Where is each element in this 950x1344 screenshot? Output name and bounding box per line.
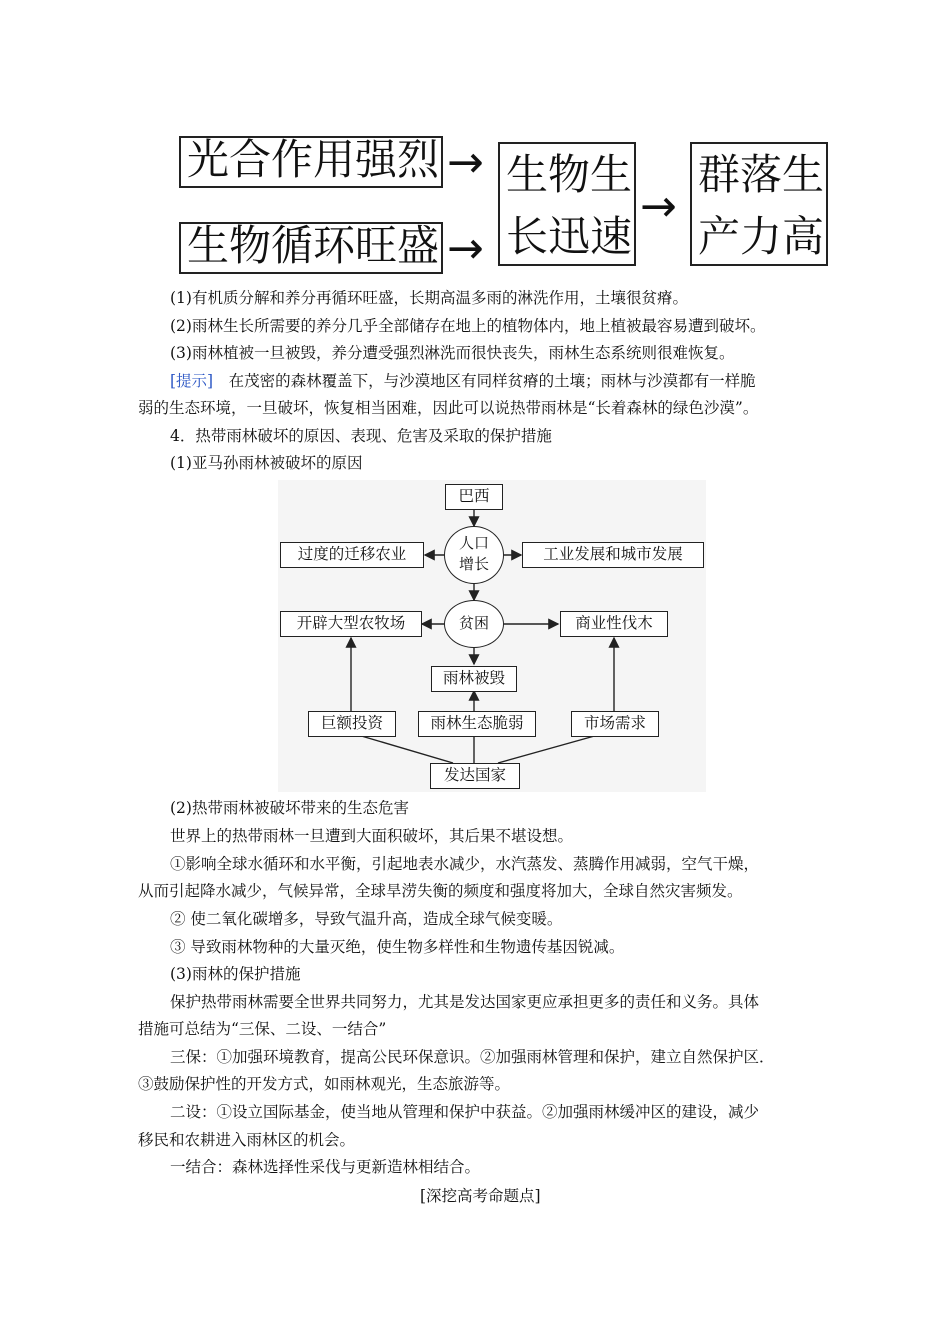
hint-tag: [提示]	[170, 372, 214, 390]
section-heading-exam-points: [深挖高考命题点]	[420, 1187, 541, 1205]
node-population-line1: 人口	[458, 534, 489, 552]
arrow-right-icon: →	[640, 181, 677, 232]
harm-item-1-line1: ①影响全球水循环和水平衡，引起地表水减少，水汽蒸发、蒸腾作用减弱，空气干燥，	[170, 855, 760, 873]
node-population-line2: 增长	[458, 555, 489, 573]
ershe-line1: 二设：①设立国际基金，使当地从管理和保护中获益。②加强雨林缓冲区的建设，减少	[170, 1103, 760, 1121]
section-4-sub1: (1)亚马孙雨林被破坏的原因	[170, 454, 363, 472]
node-huge-investment: 巨额投资	[308, 711, 396, 737]
protect-intro-line1: 保护热带雨林需要全世界共同努力，尤其是发达国家更应承担更多的责任和义务。具体	[170, 993, 760, 1011]
productivity-flow-diagram	[0, 0, 950, 290]
amazon-deforestation-cause-diagram	[278, 480, 706, 792]
box-photosynthesis: 光合作用强烈	[179, 136, 443, 188]
protect-intro-line2: 措施可总结为“三保、二设、一结合”	[138, 1020, 387, 1038]
node-rainforest-destroyed: 雨林被毁	[431, 666, 517, 692]
reason-3: (3)雨林植被一旦被毁，养分遭受强烈淋洗而很快丧失，雨林生态系统则很难恢复。	[170, 344, 735, 362]
arrow-right-icon: →	[447, 137, 484, 188]
harm-intro: 世界上的热带雨林一旦遭到大面积破坏，其后果不堪设想。	[170, 827, 574, 845]
node-fragile-ecology: 雨林生态脆弱	[418, 711, 536, 737]
node-developed-countries: 发达国家	[430, 763, 520, 789]
arrow-right-icon: →	[447, 223, 484, 274]
reason-2: (2)雨林生长所需要的养分几乎全部储存在地上的植物体内，地上植被最容易遭到破坏。	[170, 317, 766, 335]
section-4-title: 4．热带雨林破坏的原因、表现、危害及采取的保护措施	[170, 427, 552, 445]
box-productivity-line1: 群落生	[698, 150, 825, 199]
box-bio-growth-line2: 长迅速	[506, 212, 633, 261]
node-migration-farming: 过度的迁移农业	[280, 542, 424, 568]
harm-title: (2)热带雨林被破坏带来的生态危害	[170, 799, 409, 817]
node-industry-urban: 工业发展和城市发展	[522, 542, 704, 568]
hint-line-1	[170, 371, 756, 391]
harm-item-1-line2: 从而引起降水减少，气候异常，全球旱涝失衡的频度和强度将加大，全球自然灾害频发。	[138, 882, 743, 900]
node-market-demand: 市场需求	[571, 711, 659, 737]
protect-title: (3)雨林的保护措施	[170, 965, 301, 983]
node-poverty: 贫困	[444, 600, 504, 648]
box-bio-cycle: 生物循环旺盛	[179, 222, 443, 274]
harm-item-3: ③ 导致雨林物种的大量灭绝，使生物多样性和生物遗传基因锐减。	[170, 938, 625, 956]
box-bio-growth-line1: 生物生	[506, 150, 633, 199]
harm-item-2: ② 使二氧化碳增多，导致气温升高，造成全球气候变暖。	[170, 910, 563, 928]
box-community-productivity	[690, 142, 828, 266]
yijiehe: 一结合：森林选择性采伐与更新造林相结合。	[170, 1158, 481, 1176]
hint-line-2: 弱的生态环境，一旦破坏，恢复相当困难，因此可以说热带雨林是“长着森林的绿色沙漠”。	[138, 399, 759, 417]
sanbao-line2: ③鼓励保护性的开发方式，如雨林观光，生态旅游等。	[138, 1075, 511, 1093]
node-ranch: 开辟大型农牧场	[280, 611, 422, 637]
reason-1: (1)有机质分解和养分再循环旺盛，长期高温多雨的淋洗作用，土壤很贫瘠。	[170, 289, 688, 307]
node-commercial-logging: 商业性伐木	[560, 611, 668, 637]
ershe-line2: 移民和农耕进入雨林区的机会。	[138, 1131, 356, 1149]
node-population-growth	[444, 526, 504, 584]
box-bio-growth	[498, 142, 636, 266]
hint-text-1: 在茂密的森林覆盖下，与沙漠地区有同样贫瘠的土壤；雨林与沙漠都有一样脆	[228, 372, 756, 390]
sanbao-line1: 三保：①加强环境教育，提高公民环保意识。②加强雨林管理和保护，建立自然保护区．	[170, 1048, 775, 1066]
box-productivity-line2: 产力高	[698, 212, 825, 261]
node-brazil: 巴西	[445, 484, 503, 510]
